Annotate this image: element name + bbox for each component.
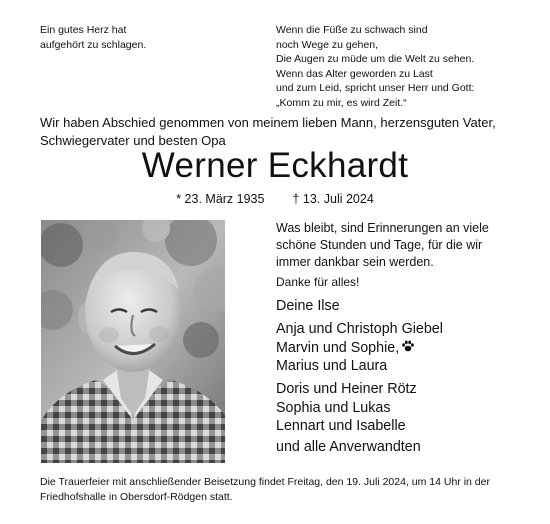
deceased-name: Werner Eckhardt (141, 146, 409, 185)
farewell-intro: Wir haben Abschied genommen von meinem lieben Mann, herzensguten Vater, Schwiegervater und besten Opa (40, 115, 496, 148)
poem-left-line: aufgehört zu schlagen. (40, 38, 147, 51)
poem-right-line: Wenn das Alter geworden zu Last (276, 67, 433, 80)
poem-right-line: und zum Leid, spricht unser Herr und Gott: (276, 82, 475, 95)
funeral-notice: Die Trauerfeier mit anschließender Beisetzung findet Freitag, den 19. Juli 2024, um 14 Uhr in der Friedhofshalle in Obersdorf-Rödgen statt. (40, 476, 490, 503)
poem-right-line: Wenn die Füße zu schwach sind (276, 24, 428, 36)
poem-left (40, 23, 146, 52)
poem-right-line: „Komm zu mir, es wird Zeit.“ (276, 96, 407, 109)
thanks-text: Danke für alles! (276, 275, 360, 289)
memory-text (276, 220, 489, 270)
poem-right-line: Die Augen zu müde um die Welt zu sehen. (276, 53, 475, 66)
memory-line: schöne Stunden und Tage, für die wir (276, 237, 483, 252)
poem-left-line: Ein gutes Herz hat (40, 24, 127, 36)
portrait-photo (41, 220, 225, 463)
life-dates (0, 191, 550, 207)
family-member: Marvin und Sophie, (276, 339, 443, 358)
poem-right (276, 23, 474, 111)
family-member: Doris und Heiner Rötz (276, 381, 417, 397)
family-member: Sophia und Lukas (276, 399, 391, 416)
death-date: † 13. Juli 2024 (292, 192, 374, 206)
memory-line: Was bleibt, sind Erinnerungen an viele (276, 221, 489, 235)
memory-line: immer dankbar sein werden. (276, 254, 434, 269)
family-member: Anja und Christoph Giebel (276, 321, 443, 337)
family-member: Marius und Laura (276, 358, 388, 374)
family-wife: Deine Ilse (276, 298, 340, 314)
family-group-2 (276, 380, 417, 436)
birth-date: * 23. März 1935 (176, 192, 265, 206)
paw-icon (401, 339, 415, 353)
family-closing: und alle Anverwandten (276, 439, 421, 455)
poem-right-line: noch Wege zu gehen, (276, 38, 378, 51)
family-member: Lennart und Isabelle (276, 418, 406, 434)
family-group-1 (276, 320, 443, 376)
